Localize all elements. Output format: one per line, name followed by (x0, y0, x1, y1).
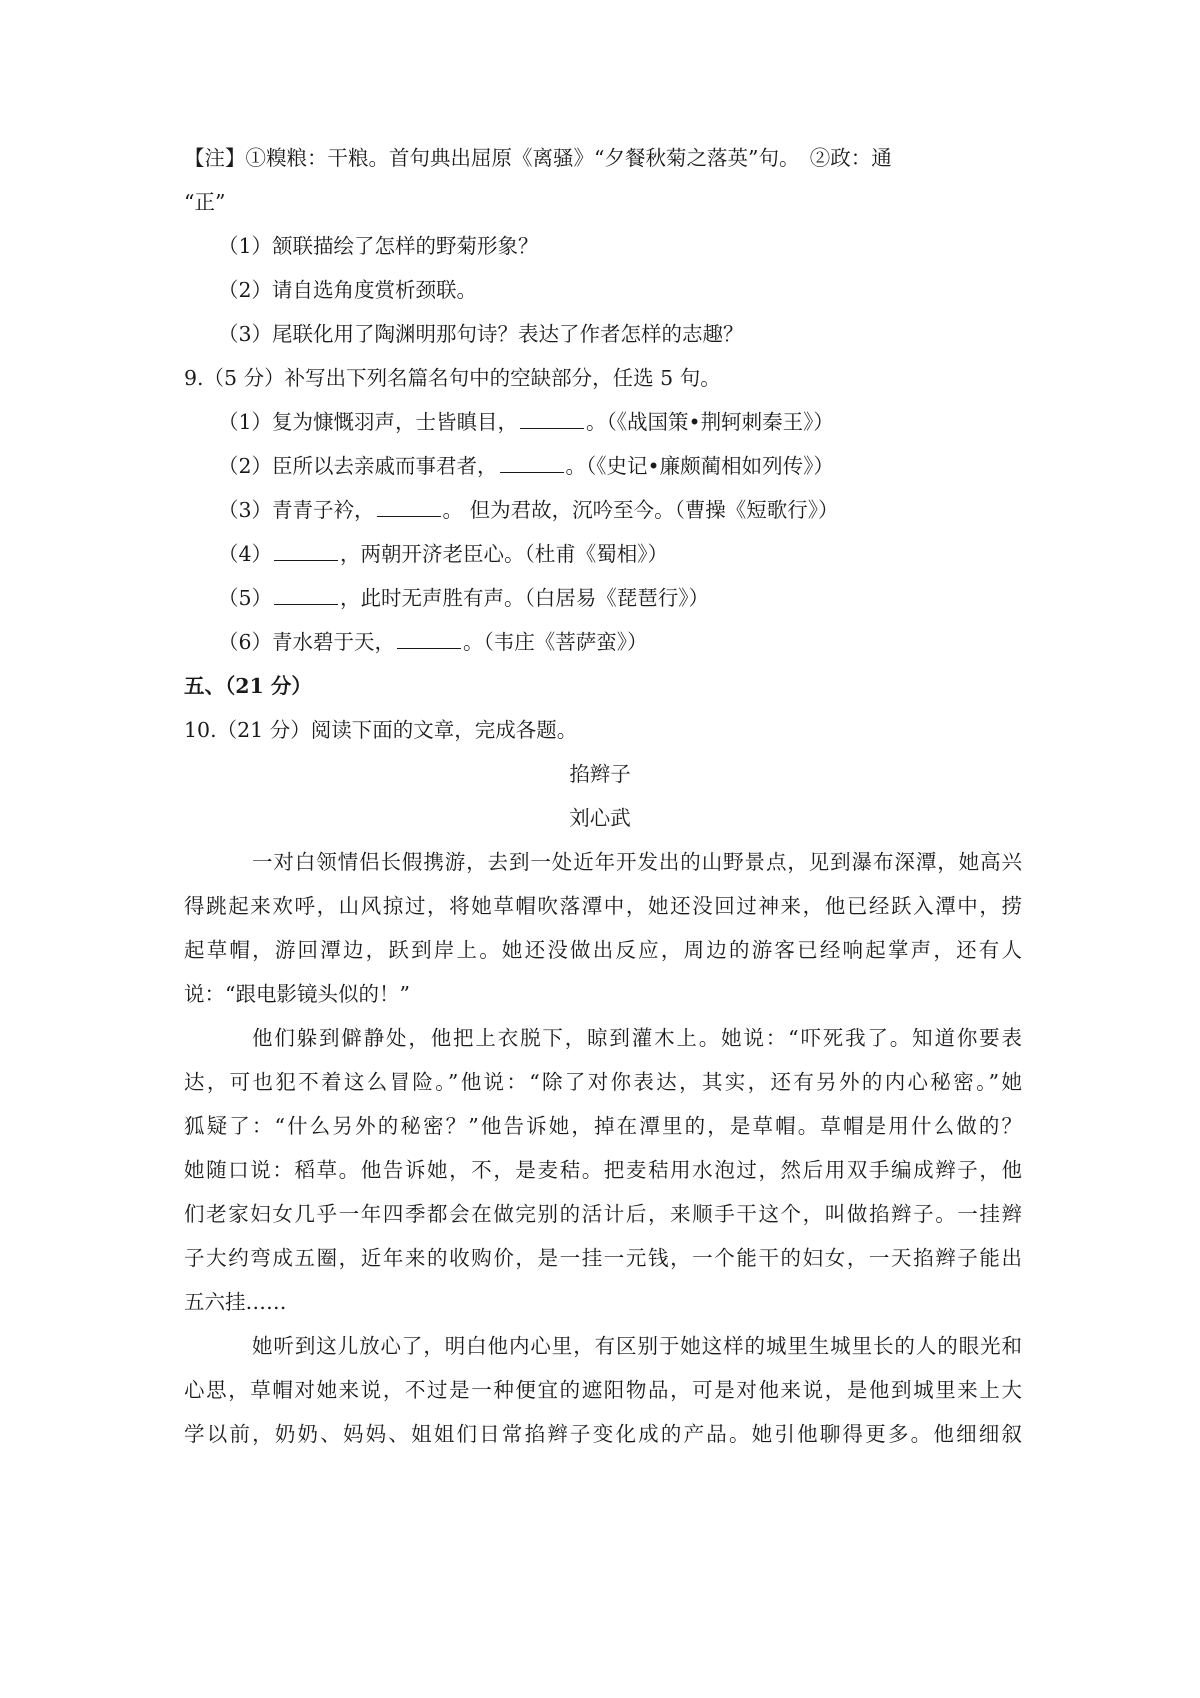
q9-item-4-post: ，两朝开济老臣心。（杜甫《蜀相》） (340, 542, 669, 566)
paragraph-1-line-2: 得跳起来欢呼，山风掠过，将她草帽吹落潭中，她还没回过神来，他已经跃入潭中，捞 (184, 894, 1022, 918)
note-line-2: “正” (184, 190, 226, 214)
blank-line (274, 584, 338, 605)
q9-item-2 (218, 452, 834, 480)
q9-item-1-pre: （1）复为慷慨羽声，士皆瞋目， (218, 410, 519, 434)
q8-sub-1: （1）颔联描绘了怎样的野菊形象？ (218, 234, 539, 258)
blank-line (274, 540, 338, 561)
q8-sub-2: （2）请自选角度赏析颈联。 (218, 278, 478, 302)
paragraph-3-line-2: 心思，草帽对她来说，不过是一种便宜的遮阳物品，可是对他来说，是他到城里来上大 (184, 1378, 1022, 1402)
article-title: 掐辫子 (569, 762, 631, 786)
q9-item-1 (218, 408, 834, 436)
blank-line (520, 408, 584, 429)
paragraph-2-line-3: 狐疑了：“什么另外的秘密？”他告诉她，掉在潭里的，是草帽。草帽是用什么做的？ (184, 1114, 1022, 1138)
q9-item-3-post: 。 但为君故，沉吟至今。（曹操《短歌行》） (442, 498, 839, 522)
article-author: 刘心武 (569, 806, 631, 830)
q9-item-1-post: 。（《战国策•荆轲刺秦王》） (586, 410, 834, 434)
q9-item-3-pre: （3）青青子衿， (218, 498, 375, 522)
paragraph-2-line-7: 五六挂…… (184, 1290, 287, 1314)
blank-line (500, 452, 564, 473)
section-heading: 五、（21 分） (184, 674, 312, 698)
q9-item-6-pre: （6）青水碧于天， (218, 630, 396, 654)
paragraph-2-line-4: 她随口说：稻草。他告诉她，不，是麦秸。把麦秸用水泡过，然后用双手编成辫子，他 (184, 1158, 1022, 1182)
blank-line (397, 628, 461, 649)
paragraph-3-line-1: 她听到这儿放心了，明白他内心里，有区别于她这样的城里生城里长的人的眼光和 (252, 1334, 1022, 1358)
q9-item-2-pre: （2）臣所以去亲戚而事君者， (218, 454, 498, 478)
q9-item-6 (218, 628, 648, 656)
q9-item-5-post: ，此时无声胜有声。（白居易《琵琶行》） (340, 586, 710, 610)
q9-item-4-pre: （4） (218, 542, 273, 566)
q9-item-5-pre: （5） (218, 586, 273, 610)
q9-title: 9.（5 分）补写出下列名篇名句中的空缺部分，任选 5 句。 (184, 366, 721, 390)
paragraph-2-line-5: 们老家妇女几乎一年四季都会在做完别的活计后，来顺手干这个，叫做掐辫子。一挂辫 (184, 1202, 1022, 1226)
q10-title: 10.（21 分）阅读下面的文章，完成各题。 (184, 718, 578, 742)
paragraph-1-line-1: 一对白领情侣长假携游，去到一处近年开发出的山野景点，见到瀑布深潭，她高兴 (252, 850, 1022, 874)
q8-sub-3: （3）尾联化用了陶渊明那句诗？表达了作者怎样的志趣？ (218, 322, 744, 346)
paragraph-2-line-1: 他们躲到僻静处，他把上衣脱下，晾到灌木上。她说：“吓死我了。知道你要表 (252, 1026, 1022, 1050)
q9-item-5 (218, 584, 709, 612)
blank-line (377, 496, 441, 517)
paragraph-1-line-3: 起草帽，游回潭边，跃到岸上。她还没做出反应，周边的游客已经响起掌声，还有人 (184, 938, 1022, 962)
q9-item-3 (218, 496, 839, 524)
paragraph-2-line-2: 达，可也犯不着这么冒险。”他说：“除了对你表达，其实，还有另外的内心秘密。”她 (184, 1070, 1022, 1094)
paragraph-3-line-3: 学以前，奶奶、妈妈、姐姐们日常掐辫子变化成的产品。她引他聊得更多。他细细叙 (184, 1422, 1022, 1446)
paragraph-1-line-4: 说：“跟电影镜头似的！” (184, 982, 410, 1006)
note-line-1: 【注】①糗粮：干粮。首句典出屈原《离骚》“夕餐秋菊之落英”句。 ②政：通 (184, 146, 892, 170)
q9-item-2-post: 。（《史记•廉颇蔺相如列传》） (565, 454, 834, 478)
paragraph-2-line-6: 子大约弯成五圈，近年来的收购价，是一挂一元钱，一个能干的妇女，一天掐辫子能出 (184, 1246, 1022, 1270)
q9-item-6-post: 。（韦庄《菩萨蛮》） (463, 630, 648, 654)
q9-item-4 (218, 540, 668, 568)
